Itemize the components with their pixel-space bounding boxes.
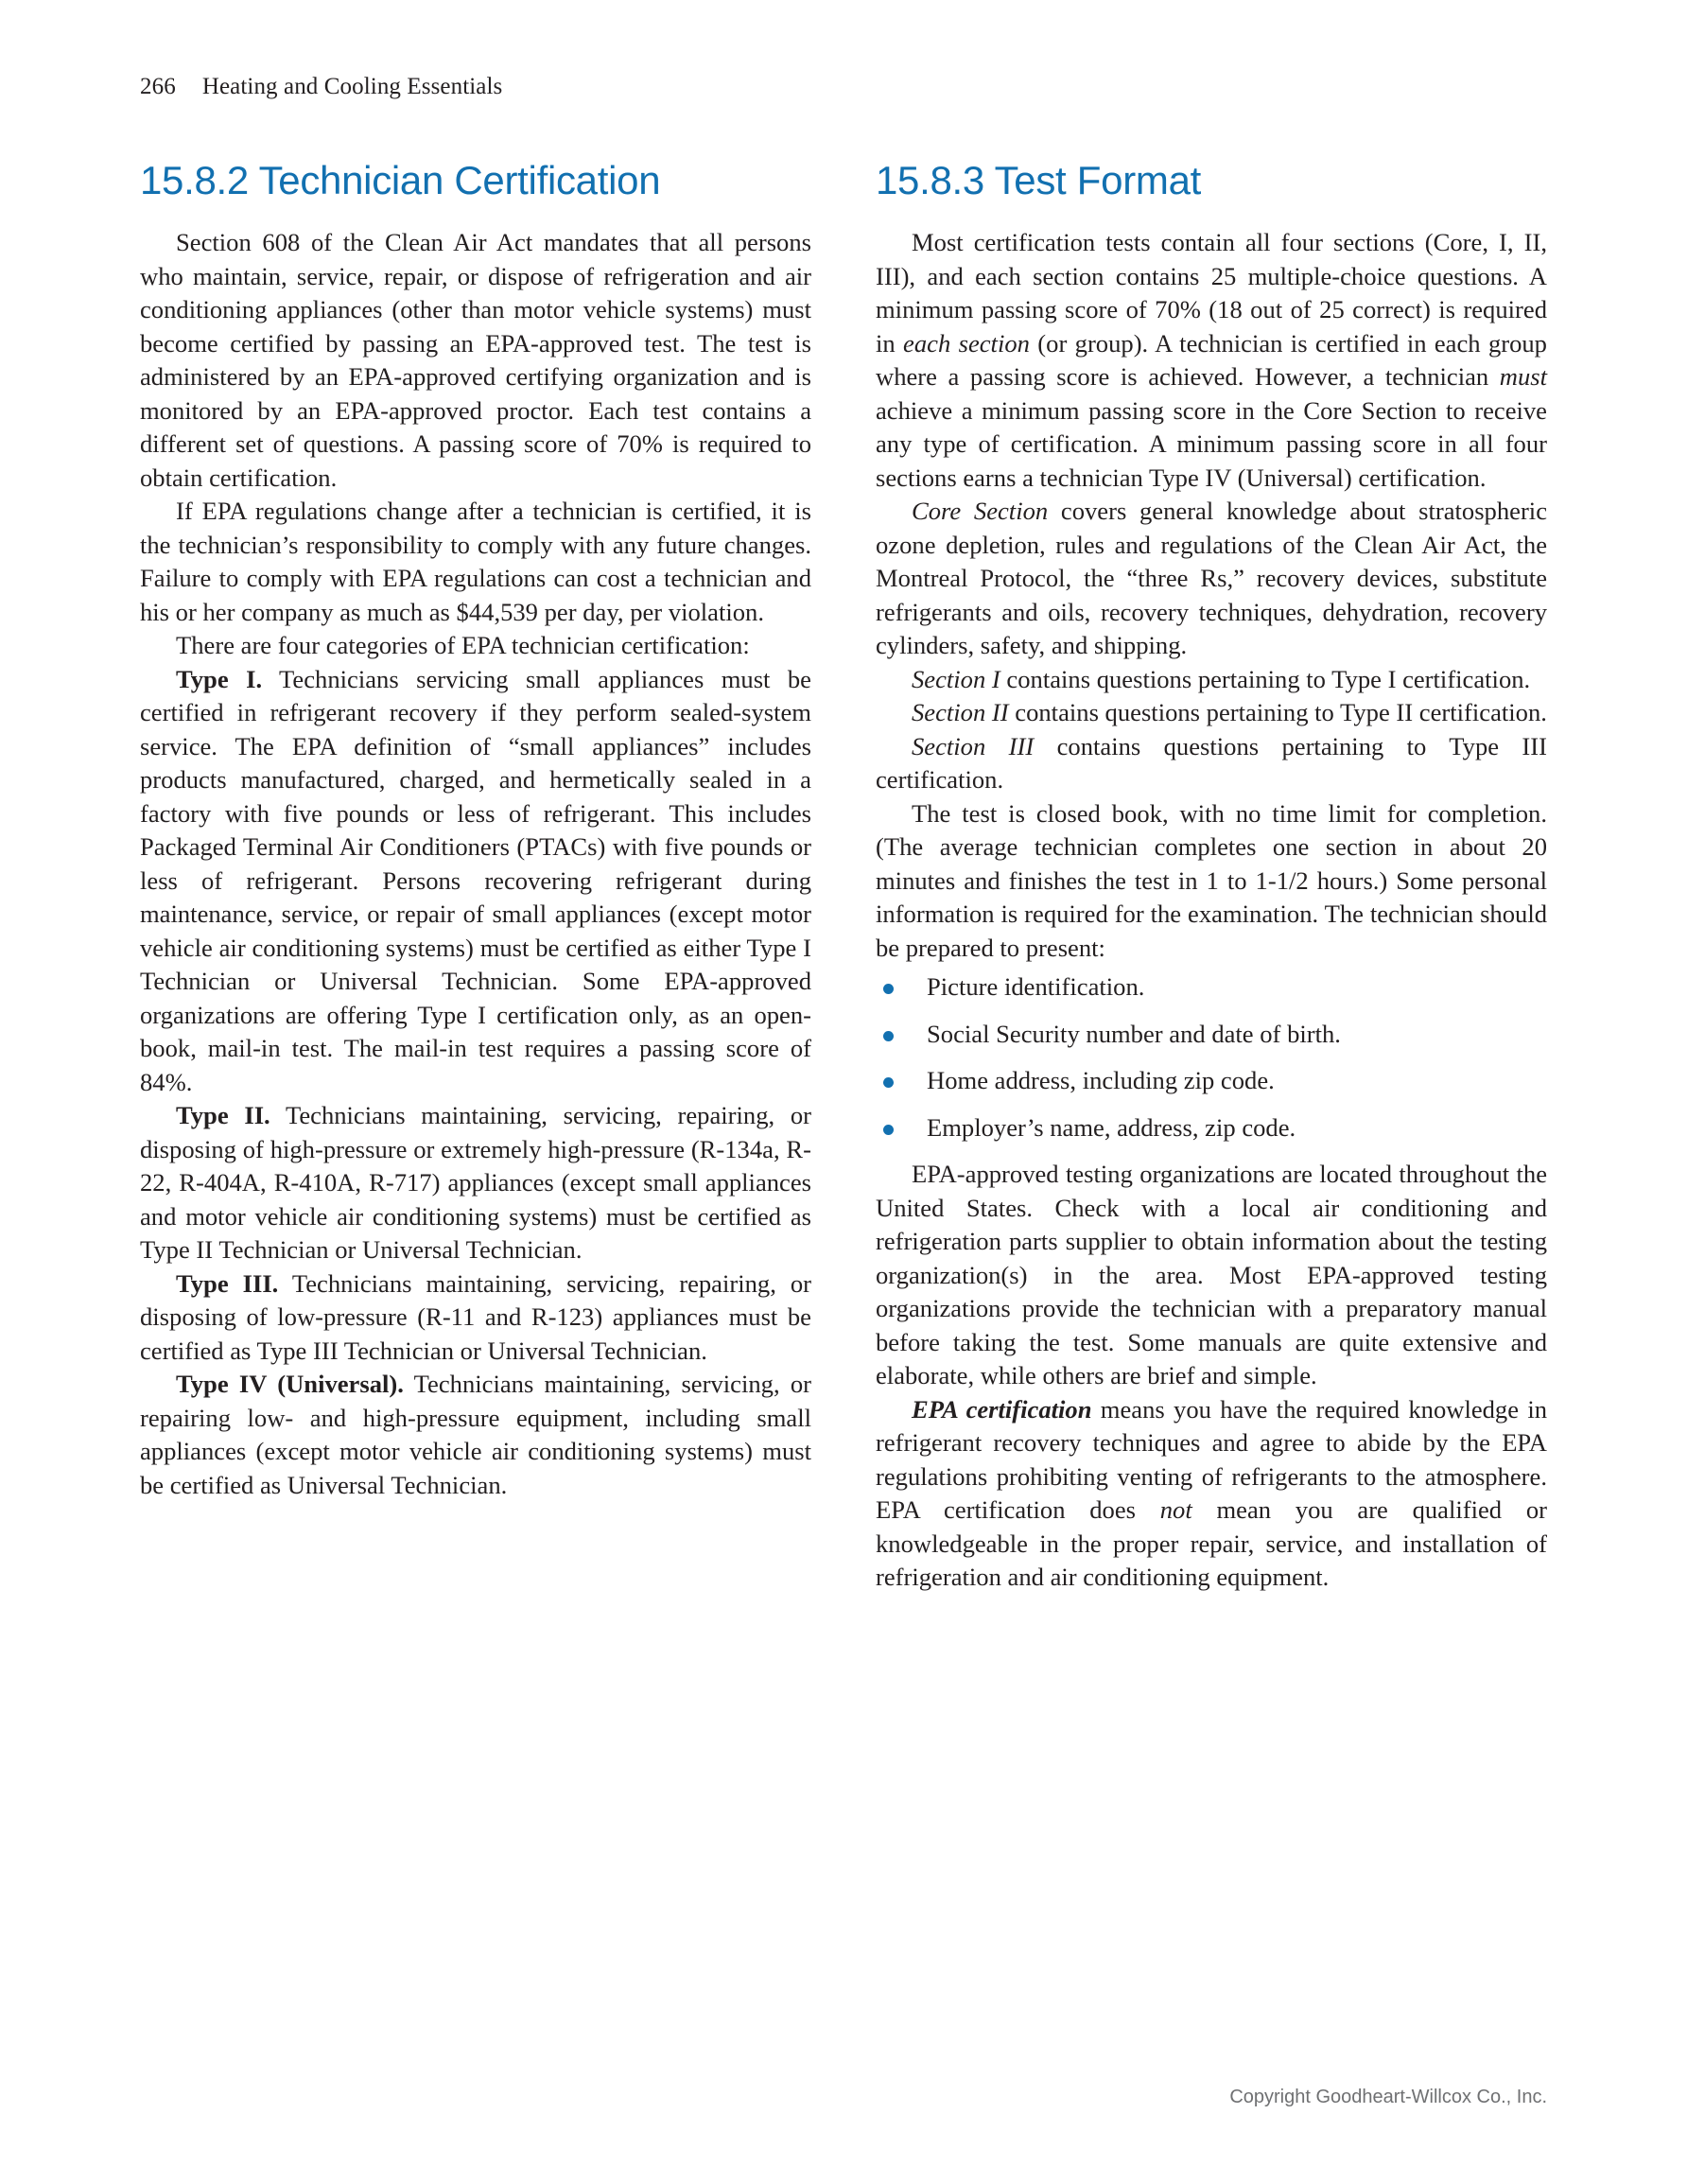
paragraph-epa-regulations-change: If EPA regulations change after a technician is certified, it is the technician’s responsibility to comply with any future changes. Failure to comply with EPA regulations can cost a technician and his or her company as much as $44,539 per day, per violation. (140, 497, 811, 626)
test-sections-part-c: achieve a minimum passing score in the Core Section to receive any type of certification. A minimum passing score in all four sections earns a technician Type IV (Universal) certification. (876, 395, 1547, 492)
heading-15-8-3: 15.8.3 Test Format (876, 158, 1201, 202)
paragraph-section-iii (876, 730, 1547, 797)
epa-certification-part-a: means you have the required knowledge in refrigerant recovery techniques and agree to abide by the EPA regulations prohibiting venting of refrigerants to the atmosphere. EPA certification does (876, 1394, 1547, 1525)
core-section-text: covers general knowledge about stratospheric ozone depletion, rules and regulations of the Clean Air Act, the Montreal Protocol, the “three Rs,” recovery devices, substitute refrigerants and oils, recovery techniques, dehydration, recovery cylinders, safety, and shipping. (876, 497, 1548, 660)
paragraph-closed-book: The test is closed book, with no time limit for completion. (The average technician completes one section in about 20 minutes and finishes the test in 1 to 1-1/2 hours.) Some personal information is required for the examination. The technician should be prepared to present: (876, 798, 1547, 962)
type-iii-text: Technicians maintaining, servicing, repairing, or disposing of low-pressure (R-11 and R-123) appliances must be certified as Type III Technician or Universal Technician. (140, 1268, 812, 1365)
paragraph-four-categories: There are four categories of EPA technician certification: (176, 631, 750, 660)
paragraph-type-iv (140, 1368, 811, 1502)
heading-15-8-2: 15.8.2 Technician Certification (140, 158, 661, 202)
two-column-body (140, 159, 1547, 1595)
type-ii-text: Technicians maintaining, servicing, repairing, or disposing of high-pressure or extremely high-pressure (R-134a, R-22, R-404A, R-410A, R-717) appliances (except small appliances and motor vehicle air conditioning systems) must be certified as Type II Technician or Universal Technician. (140, 1101, 811, 1265)
paragraph-epa-certification (876, 1393, 1547, 1595)
epa-certification-part-b: mean you are qualified or knowledgeable in the proper repair, service, and installation of refrigeration and air conditioning equipment. (876, 1495, 1547, 1592)
paragraph-testing-organizations: EPA-approved testing organizations are located throughout the United States. Check with a local air conditioning and refrigeration parts supplier to obtain information about the testing organization(s) in the area. Most EPA-approved testing organizations provide the technician with a preparatory manual before taking the test. Some manuals are quite extensive and elaborate, while others are brief and simple. (876, 1160, 1547, 1390)
paragraph-type-i (140, 663, 811, 1100)
paragraph-type-iii (140, 1267, 811, 1369)
required-documents-list (876, 970, 1547, 1144)
paragraph-core-section (876, 495, 1547, 663)
type-i-label: Type I. (176, 664, 263, 693)
type-i-text: Technicians servicing small appliances must be certified in refrigerant recovery if they perform sealed-system service. The EPA definition of “small appliances” includes products manufactured, charged, and hermetically sealed in a factory with five pounds or less of refrigerant. This includes Packaged Terminal Air Conditioners (PTACs) with five pounds or less of refrigerant. Persons recovering refrigerant during maintenance, service, or repair of small appliances (except motor vehicle air conditioning systems) must be certified as either Type I Technician or Universal Technician. Some EPA-approved organizations are offering Type I certification only, as an open-book, mail-in test. The mail-in test requires a passing score of 84%. (140, 664, 811, 1096)
section-iii-text: contains questions pertaining to Type III certification. (876, 731, 1547, 795)
test-sections-part-b: (or group). A technician is certified in each group where a passing score is achieved. However, a technician (876, 328, 1547, 392)
type-iv-text: Technicians maintaining, servicing, or repairing low- and high-pressure equipment, including small appliances (except motor vehicle air conditioning systems) must be certified as Universal Technician. (140, 1370, 811, 1499)
test-sections-part-a: Most certification tests contain all four sections (Core, I, II, III), and each section contains 25 multiple-choice questions. A minimum passing score of 70% (18 out of 25 correct) is required in (876, 228, 1547, 358)
running-head (140, 74, 502, 100)
emphasis-section-ii: Section II (912, 698, 1009, 727)
emphasis-not: not (1159, 1495, 1192, 1525)
emphasis-core-section: Core Section (912, 497, 1049, 526)
paragraph-section-ii (876, 696, 1547, 730)
list-item (876, 1018, 1547, 1052)
list-item (876, 1064, 1547, 1098)
footer-copyright: Copyright Goodheart-Willcox Co., Inc. (1229, 2087, 1547, 2107)
type-ii-label: Type II. (176, 1101, 270, 1130)
section-i-text: contains questions pertaining to Type I certification. (1000, 664, 1531, 693)
left-column (140, 159, 811, 1595)
list-item-label: Social Security number and date of birth. (927, 1019, 1341, 1048)
type-iv-label: Type IV (Universal). (176, 1370, 404, 1399)
right-column (876, 159, 1547, 1595)
bullet-dot-icon (883, 984, 894, 994)
bullet-dot-icon (883, 1077, 894, 1088)
type-iii-label: Type III. (176, 1268, 279, 1298)
paragraph-test-sections (876, 226, 1547, 495)
paragraph-type-ii (140, 1099, 811, 1267)
list-item-label: Employer’s name, address, zip code. (927, 1112, 1296, 1142)
list-item-label: Home address, including zip code. (927, 1066, 1275, 1095)
epa-certification-label: EPA certification (912, 1394, 1092, 1424)
page-number: 266 (140, 74, 176, 99)
bullet-dot-icon (883, 1125, 894, 1135)
paragraph-section-i (876, 663, 1547, 697)
bullet-dot-icon (883, 1031, 894, 1041)
list-item (876, 1111, 1547, 1145)
running-title: Heating and Cooling Essentials (201, 74, 503, 99)
section-ii-text: contains questions pertaining to Type II certification. (1008, 698, 1547, 727)
list-item (876, 970, 1547, 1005)
emphasis-must: must (1499, 362, 1547, 392)
list-item-label: Picture identification. (927, 972, 1145, 1002)
emphasis-section-iii: Section III (912, 731, 1035, 760)
emphasis-section-i: Section I (912, 664, 1000, 693)
emphasis-each-section: each section (903, 328, 1030, 358)
paragraph-section-608: Section 608 of the Clean Air Act mandates that all persons who maintain, service, repair, or dispose of refrigeration and air conditioning appliances (other than motor vehicle systems) must become certified by passing an EPA-approved test. The test is administered by an EPA-approved certifying organization and is monitored by an EPA-approved proctor. Each test contains a different set of questions. A passing score of 70% is required to obtain certification. (140, 228, 811, 492)
